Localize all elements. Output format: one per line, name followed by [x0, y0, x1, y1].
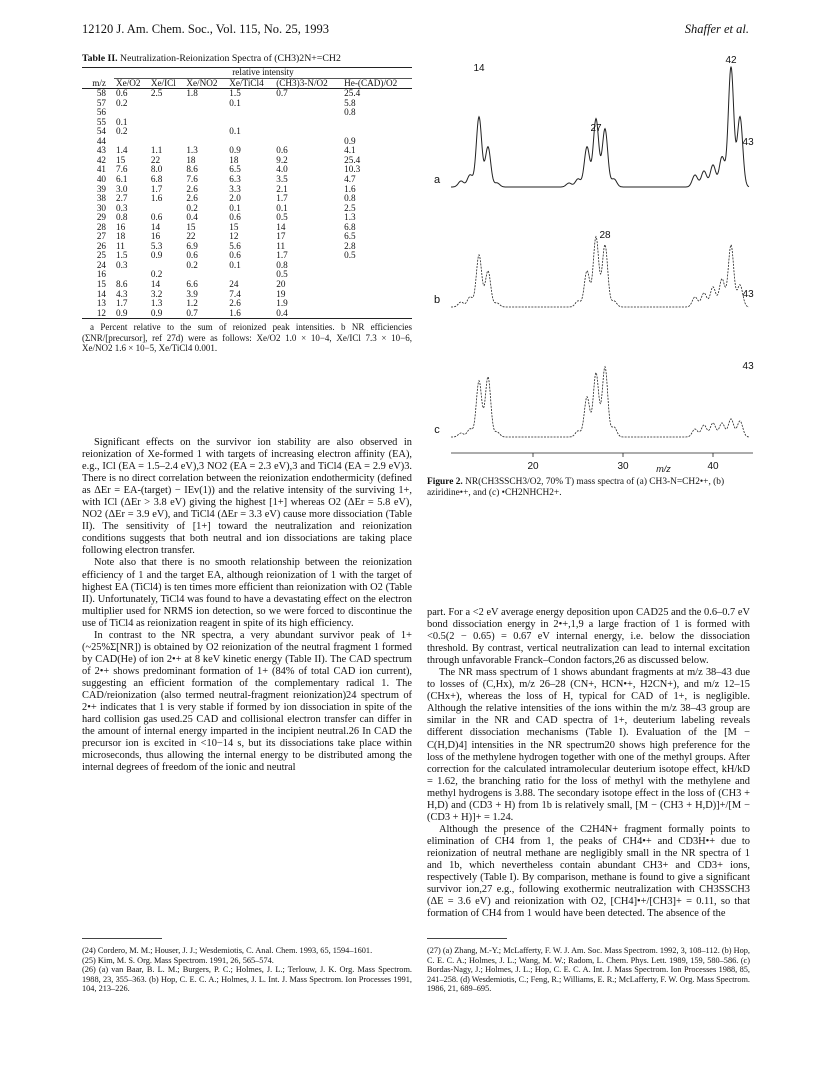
table-cell: 15: [116, 154, 126, 165]
table-col-header: (CH3)3-N/O2: [276, 77, 328, 88]
table-cell: 1.7: [276, 193, 288, 204]
table-row: [82, 137, 412, 147]
table-cell: 24: [229, 279, 239, 290]
table-cell: 0.4: [276, 307, 288, 318]
table-cell: 8.6: [186, 164, 198, 175]
table-cell: 5.8: [344, 97, 356, 108]
table-col-header: m/z: [92, 77, 106, 88]
table-cell: [342, 299, 412, 309]
table-cell: 0.2: [186, 202, 198, 213]
table-cell: 0.6: [229, 212, 241, 223]
running-header-right: Shaffer et al.: [684, 22, 749, 36]
table-cell: 0.9: [116, 307, 128, 318]
table-cell: 1.7: [116, 298, 128, 309]
table-cell-mz: 44: [96, 135, 106, 146]
table-cell: 0.2: [116, 126, 128, 137]
table-row: [82, 89, 412, 99]
table-cell: 2.6: [186, 193, 198, 204]
table-cell-mz: 57: [96, 97, 106, 108]
table-cell: [184, 99, 227, 109]
table-cell: 2.8: [344, 240, 356, 251]
table-cell: [149, 127, 184, 137]
table-cell-mz: 13: [96, 298, 106, 309]
table-span-header: relative intensity: [114, 68, 412, 79]
table-cell: 7.6: [116, 164, 128, 175]
peak-label: 28: [599, 230, 611, 241]
table-cell: 0.6: [150, 212, 163, 223]
table-cell: 0.8: [116, 212, 128, 223]
table-cell: 0.5: [276, 212, 288, 223]
table-cell: 1.1: [150, 145, 163, 156]
table-cell-mz: 29: [96, 212, 106, 223]
table-cell: 7.4: [229, 288, 241, 299]
table-cell: 1.6: [229, 307, 241, 318]
x-axis-label: m/z: [656, 464, 671, 474]
table-cell: [342, 270, 412, 280]
table-cell-mz: 58: [96, 88, 106, 99]
table-cell: 1.3: [186, 145, 198, 156]
table-cell: 3.5: [276, 174, 288, 185]
table-cell: 1.6: [150, 193, 163, 204]
table-cell: 1.6: [344, 183, 356, 194]
table-cell: 4.3: [116, 288, 128, 299]
table-header-row: [82, 78, 412, 89]
table-row: [82, 99, 412, 109]
table-row: [82, 175, 412, 185]
table-cell: 16: [116, 221, 126, 232]
references-left: [82, 946, 412, 994]
figure-2-spectra: [427, 55, 757, 475]
table-cell-mz: 27: [96, 231, 106, 242]
table-cell-mz: 12: [96, 307, 106, 318]
paragraph: (24) Cordero, M. M.; Houser, J. J.; Wesdemiotis, C. Anal. Chem. 1993, 65, 1594–1601.: [82, 946, 373, 955]
left-column-text: [82, 437, 412, 774]
table-row: [82, 118, 412, 128]
table-cell: [274, 99, 342, 109]
table-row: [82, 290, 412, 300]
table-cell: 0.2: [150, 269, 163, 280]
table-col-header: Xe/ICl: [150, 77, 176, 88]
paragraph: (27) (a) Zhang, M.-Y.; McLafferty, F. W. J. Am. Soc. Mass Spectrom. 1992, 3, 108–112. (b) Hop, C. E. C. A.; Holmes, J. L.; Wang, M. W.; Radom, L. Chem. Phys. Lett. 1989, 159, 580–586. (c) Bordas-Nagy, J.; Holmes, J. L.; Hop, C. E. C. A. Int. J. Mass Spectrom. Ion Processes 1988, 85, 241–258. (d) Wesdemiotis, C.; Feng, R.; Williams, E. R.; McLafferty, F. W. Org. Mass Spectrom. 1986, 21, 689–695.: [427, 946, 750, 994]
table-cell-mz: 16: [96, 269, 106, 280]
table-cell: 18: [229, 154, 239, 165]
table-row: [82, 146, 412, 156]
table-cell-mz: 40: [96, 174, 106, 185]
table-cell: 0.1: [116, 116, 128, 127]
table-col-header: He-(CAD)/O2: [344, 77, 398, 88]
panel-label: a: [433, 174, 441, 186]
x-tick-label: 40: [707, 461, 719, 472]
peak-label: 43: [742, 289, 754, 300]
table-cell: 0.3: [116, 202, 128, 213]
table-cell: 25.4: [344, 154, 361, 165]
table-cell: 3.0: [116, 183, 128, 194]
table-cell: 4.7: [344, 174, 356, 185]
right-column-text: [427, 607, 750, 920]
nr-spectra-table: [82, 67, 412, 319]
table-cell: 2.6: [186, 183, 198, 194]
peak-label: 42: [725, 55, 737, 66]
table-cell: [184, 118, 227, 128]
table-cell: 1.2: [186, 298, 198, 309]
table-cell: 1.3: [344, 212, 356, 223]
table-cell-mz: 41: [96, 164, 106, 175]
table-cell: [184, 127, 227, 137]
table-body: [82, 89, 412, 319]
table-ii: [82, 53, 412, 354]
table-cell: 0.1: [229, 126, 241, 137]
figure-2: [427, 55, 757, 475]
table-cell: [342, 290, 412, 300]
table-cell: 15: [186, 221, 196, 232]
table-cell: 0.1: [229, 202, 241, 213]
panel-label: c: [434, 424, 440, 436]
peak-label: 43: [742, 361, 754, 372]
table-row: [82, 242, 412, 252]
table-cell: 0.1: [229, 97, 241, 108]
table-row: [82, 309, 412, 319]
table-cell: 3.3: [229, 183, 241, 194]
table-cell: 6.8: [344, 221, 356, 232]
table-cell: [227, 108, 274, 118]
paragraph: Note also that there is no smooth relationship between the reionization efficiency of 1 and the target EA, although reionization of 1 with the target of highest EA (TiCl4) is ten times more efficient than reionization with O2 (Table II). Unfortunately, TiCl4 was found to have a devastating effect on the electron multiplier used for NRMS ion detection, so we were forced to discontinue the use of TiCl4 as reionization reagent in spite of its high efficiency.: [82, 557, 412, 629]
table-col-header: Xe/NO2: [186, 77, 218, 88]
table-cell: 4.0: [276, 164, 288, 175]
table-cell: 18: [116, 231, 126, 242]
table-row: [82, 127, 412, 137]
table-cell: 1.8: [186, 88, 198, 99]
table-cell: [149, 108, 184, 118]
table-cell: 9.2: [276, 154, 288, 165]
paragraph: In contrast to the NR spectra, a very abundant survivor peak of 1+ (~25%Σ[NR]) is obtained by O2 reionization of the neutral fragment 1 formed by CAD(He) of ion 2•+ at 8 keV kinetic energy (Table II). The CAD spectrum of 2•+ shows predominant formation of 1+ (84% of total CAD ion current), suggesting an efficient formation of the complementary radical 1. The CAD/reionization (also termed neutral-fragment reionization)24 spectrum of 2•+ indicates that 1 is very stable if formed by ion dissociation in spite of the hard collision gas used.25 CAD and collisional electron transfer can differ in the amount of internal energy imparted in the incipient neutral.26 In CAD the precursor ion is excited in <10−14 s, but its dissociations take place within microseconds, thus allowing the internal energy to be distributed among the internal degrees of freedom of the ionic and neutral: [82, 629, 412, 774]
table-cell: 25.4: [344, 88, 361, 99]
table-cell: 2.6: [229, 298, 241, 309]
table-row: [82, 204, 412, 214]
table-cell: 0.8: [344, 107, 356, 118]
table-cell: 0.6: [116, 88, 128, 99]
table-cell: 6.1: [116, 174, 128, 185]
table-cell: 10.3: [344, 164, 361, 175]
table-cell: 0.1: [276, 202, 288, 213]
table-footnote: a Percent relative to the sum of reionized peak intensities. b NR efficiencies (ΣNR/[precursor], ref 27d) were as follows: Xe/O2 1.0 × 10−4, Xe/ICl 7.3 × 10−6, Xe/NO2 1.6 × 10−5, Xe/TiCl4 0.001.: [82, 322, 412, 354]
table-cell: 22: [150, 154, 161, 165]
table-cell-mz: 24: [96, 259, 106, 270]
table-cell: 11: [116, 240, 125, 251]
table-cell: 0.4: [186, 212, 198, 223]
table-row: [82, 280, 412, 290]
table-cell: 0.5: [276, 269, 288, 280]
table-cell-mz: 42: [96, 154, 106, 165]
table-col-header: Xe/TiCl4: [229, 77, 264, 88]
figure-caption-label: Figure 2.: [427, 477, 463, 487]
table-cell: 0.7: [186, 307, 198, 318]
references-right: [427, 946, 750, 994]
paragraph: Significant effects on the survivor ion stability are also observed in reionization of Xe-formed 1 with targets of increasing electron affinity (EA), e.g., ICl (EA = 1.5–2.4 eV),3 NO2 (EA = 2.3 eV),3 and TiCl4 (EA = 2.9 eV)3. There is no direct correlation between the reionization endothermicity (defined as ΔEr = EA-(target) − IEv(1)) and the relative intensity of the surviving 1+, with ICl (ΔEr > 3.8 eV) giving the highest [1+] whereas O2 (ΔEr = 5.8 eV), NO2 (ΔEr = 3.9 eV), and TiCl4 (ΔEr = 3.3 eV) cause more dissociation (Table II). The sensitivity of [1+] toward the neutralization and reionization conditions suggests that both neutral and ion dissociations are taking place following electron transfer.: [82, 437, 412, 557]
table-cell: 0.8: [344, 193, 356, 204]
table-cell: 2.7: [116, 193, 128, 204]
table-cell: 6.5: [229, 164, 241, 175]
table-row: [82, 165, 412, 175]
table-cell: 0.2: [186, 259, 198, 270]
table-cell: 14: [150, 221, 161, 232]
table-cell: 6.3: [229, 174, 241, 185]
table-cell: 0.2: [116, 97, 128, 108]
table-cell-mz: 14: [96, 288, 106, 299]
table-cell: [149, 118, 184, 128]
table-cell: 0.6: [229, 250, 241, 261]
table-cell: 0.6: [186, 250, 198, 261]
table-cell: [342, 118, 412, 128]
table-cell: [342, 309, 412, 319]
table-cell: 6.6: [186, 279, 198, 290]
figure-caption: [427, 477, 750, 499]
spectrum-trace: [451, 237, 749, 307]
table-cell: 8.6: [116, 279, 128, 290]
x-tick-label: 20: [527, 461, 539, 472]
table-cell: [184, 108, 227, 118]
table-cell: [274, 118, 342, 128]
table-cell: 8.0: [150, 164, 163, 175]
table-cell: 2.5: [150, 88, 163, 99]
table-cell: 1.5: [229, 88, 241, 99]
table-cell: 18: [186, 154, 196, 165]
paragraph: (26) (a) van Baar, B. L. M.; Burgers, P. C.; Holmes, J. L.; Terlouw, J. K. Org. Mass Spectrom. 1988, 23, 355–363. (b) Hop, C. E. C. A.; Holmes, J. L. Int. J. Mass Spectrom. Ion Processes 1991, 104, 213–226.: [82, 965, 412, 994]
table-cell: 5.6: [229, 240, 241, 251]
table-row: [82, 270, 412, 280]
table-cell: 1.7: [150, 183, 163, 194]
table-cell: 0.9: [344, 135, 356, 146]
table-cell: 16: [150, 231, 161, 242]
table-cell: 0.9: [150, 307, 163, 318]
table-row: [82, 108, 412, 118]
table-row: [82, 223, 412, 233]
x-tick-label: 30: [617, 461, 629, 472]
figure-caption-text: NR(CH3SSCH3/O2, 70% T) mass spectra of (a) CH3-N=CH2•+, (b) aziridine•+, and (c) •CH2NHCH2+.: [427, 477, 725, 498]
footnote-rule-right: [427, 938, 507, 939]
table-cell: 3.2: [150, 288, 163, 299]
table-cell-mz: 30: [96, 202, 106, 213]
table-cell: 4.1: [344, 145, 356, 156]
table-cell: 2.1: [276, 183, 288, 194]
paragraph: (25) Kim, M. S. Org. Mass Spectrom. 1991, 26, 565–574.: [82, 955, 274, 965]
table-row: [82, 251, 412, 261]
peak-label: 43: [742, 137, 754, 148]
table-cell: 15: [229, 221, 239, 232]
table-cell: 5.3: [150, 240, 163, 251]
table-cell-mz: 55: [96, 116, 106, 127]
table-cell: 2.5: [344, 202, 356, 213]
table-cell: 0.5: [344, 250, 356, 261]
paragraph: Although the presence of the C2H4N+ fragment formally points to elimination of CH4 from 1, the peaks of CH4•+ and CD3H•+ due to reionization of neutral methane are negligibly small in the NR spectra of 1 and 1b, which nevertheless contain abundant CH3+ and CD3+ ions, respectively (Table I). By comparison, methane is found to give a significant survivor ion,27 e.g., following exothermic neutralization with CH3SSCH3 (ΔE = 3.6 eV) and reionization with O2, [CH4]•+/[CH3]+ = 0.11, so that formation of CH4 from 1 would have been detected. The absence of the: [427, 823, 750, 920]
table-cell: 20: [276, 279, 286, 290]
table-cell: 0.8: [276, 259, 288, 270]
table-cell: 1.9: [276, 298, 288, 309]
table-cell-mz: 43: [96, 145, 106, 156]
table-cell: 0.6: [276, 145, 288, 156]
table-caption: [82, 53, 412, 64]
table-cell-mz: 26: [96, 240, 106, 251]
table-cell: 0.7: [276, 88, 288, 99]
table-cell: 1.5: [116, 250, 128, 261]
table-cell: 1.4: [116, 145, 128, 156]
table-cell-mz: 39: [96, 183, 106, 194]
footnote-rule-left: [82, 938, 162, 939]
table-cell-mz: 25: [96, 250, 106, 261]
table-cell: 6.5: [344, 231, 356, 242]
table-cell: 0.1: [229, 259, 241, 270]
paragraph: part. For a <2 eV average energy deposition upon CAD25 and the 0.6–0.7 eV bond dissociation energy in 2•+,1,9 a large fraction of 1 is formed with <0.5(2 − 0.65) = 0.67 eV internal energy, i.e. below the dissociation threshold. By contrast, vertical neutralization can lead to internal excitation through unfavorable Franck–Condon factors,26 as discussed below.: [427, 607, 750, 667]
table-cell-mz: 38: [96, 193, 106, 204]
table-cell: 7.6: [186, 174, 198, 185]
peak-label: 27: [590, 123, 602, 134]
table-label: Table II.: [82, 53, 118, 64]
table-cell: 6.8: [150, 174, 163, 185]
peak-label: 14: [473, 63, 485, 74]
table-row: [82, 213, 412, 223]
table-cell-mz: 54: [96, 126, 106, 137]
paragraph: The NR mass spectrum of 1 shows abundant fragments at m/z 38–43 due to losses of (C,Hx), m/z 26–28 (CN+, HCN•+, H2CN+), and m/z 12–15 (CHx+), whereas the loss of H, typical for CAD of 1+, is negligible. Although the relative intensities of the ions within the m/z 38–43 group are similar in the NR and CAD spectra of 1+, deuterium labeling reveals different dissociation mechanisms (Table I). Evaluation of the [M − C(H,D)4] intensities in the NR spectrum20 shows high preference for the loss of the methylene hydrogen together with one of the methyl groups. After correction for the calculated intramolecular deuterium isotope effect, kH/kD = 1.62, the branching ratio for the loss of methyl with the methylene and methyl hydrogens is 3.88. The secondary isotope effect in the loss of (CH3 + H,D) and (CD3 + H) from 1b is relatively small, [M − (CH3 + H,D)]+/[M − (CD3 + H)]+ = 1.24.: [427, 667, 750, 823]
table-cell: 0.9: [229, 145, 241, 156]
table-cell-mz: 15: [96, 279, 106, 290]
table-cell: 11: [276, 240, 286, 251]
spectrum-trace: [451, 367, 749, 437]
table-row: [82, 232, 412, 242]
panel-label: b: [433, 294, 441, 306]
table-cell: 1.3: [150, 298, 163, 309]
table-row: [82, 194, 412, 204]
table-cell: 1.7: [276, 250, 288, 261]
table-title: Neutralization-Reionization Spectra of (CH3)2N+=CH2: [120, 53, 341, 64]
table-col-header: Xe/O2: [116, 77, 141, 88]
table-cell: 19: [276, 288, 286, 299]
table-row: [82, 261, 412, 271]
table-cell: 12: [229, 231, 239, 242]
table-cell: 0.3: [116, 259, 128, 270]
table-row: [82, 185, 412, 195]
table-cell: [342, 280, 412, 290]
table-cell: 2.0: [229, 193, 241, 204]
running-header-left: 12120 J. Am. Chem. Soc., Vol. 115, No. 25, 1993: [82, 22, 330, 36]
table-cell: 17: [276, 231, 286, 242]
table-cell: [274, 127, 342, 137]
table-cell: 6.9: [186, 240, 198, 251]
table-cell: 3.9: [186, 288, 198, 299]
table-cell: [274, 108, 342, 118]
table-cell: 14: [150, 279, 161, 290]
table-cell: [342, 261, 412, 271]
table-cell: 22: [186, 231, 196, 242]
table-cell: 14: [276, 221, 286, 232]
table-cell-mz: 28: [96, 221, 106, 232]
table-cell: 0.9: [150, 250, 163, 261]
table-row: [82, 299, 412, 309]
table-cell-mz: 56: [96, 107, 106, 118]
table-row: [82, 156, 412, 166]
table-cell: [149, 99, 184, 109]
